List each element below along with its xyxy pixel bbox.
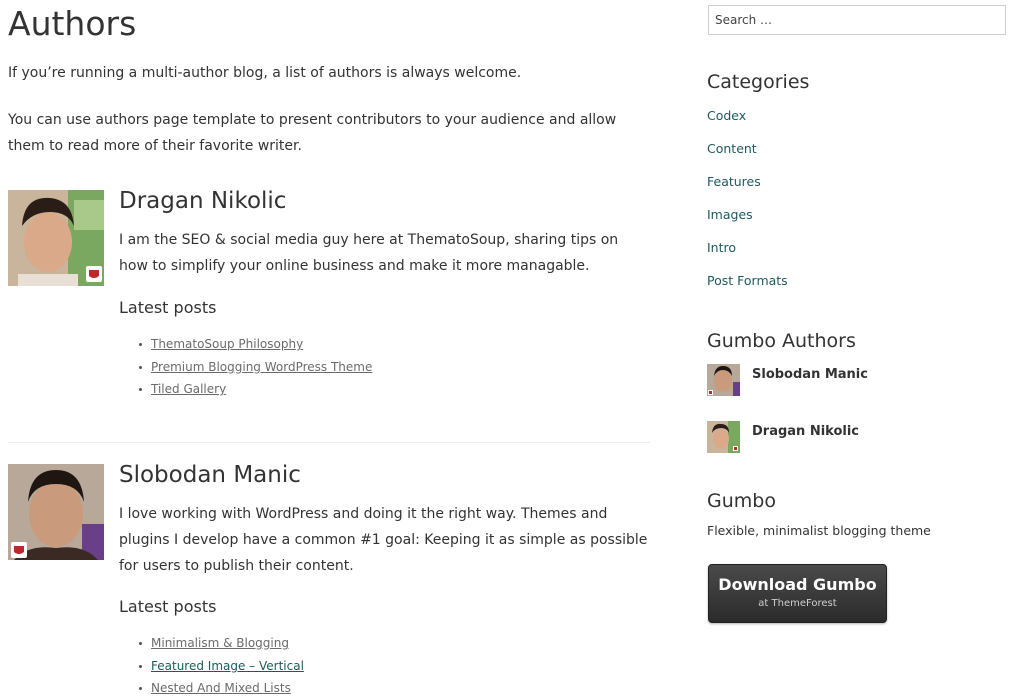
avatar-photo <box>8 464 104 560</box>
list-item <box>707 272 788 305</box>
authors-widget-title: Gumbo Authors <box>707 330 856 352</box>
list-item <box>707 206 788 239</box>
category-link-features[interactable]: Features <box>707 174 761 189</box>
sidebar-author-name: Slobodan Manic <box>752 367 868 382</box>
avatar <box>707 421 740 453</box>
author-avatar[interactable] <box>8 464 104 560</box>
avatar-photo <box>707 364 740 396</box>
post-link[interactable]: Premium Blogging WordPress Theme <box>151 359 373 374</box>
list-item <box>119 677 304 700</box>
author-name[interactable]: Slobodan Manic <box>119 462 301 488</box>
sidebar-author-dragan[interactable] <box>707 421 1007 455</box>
list-item <box>119 655 304 678</box>
latest-posts-heading: Latest posts <box>119 597 217 616</box>
sidebar-author-slobodan[interactable] <box>707 364 1007 398</box>
category-link-content[interactable]: Content <box>707 141 757 156</box>
download-button-sublabel: at ThemeForest <box>758 598 837 609</box>
list-item <box>707 107 788 140</box>
intro-paragraph: You can use authors page template to present contributors to your audience and allow them to read more of their favorite writer. <box>8 112 617 154</box>
post-link[interactable]: Featured Image – Vertical <box>151 658 304 673</box>
gumbo-description: Flexible, minimalist blogging theme <box>707 523 931 538</box>
latest-posts-heading: Latest posts <box>119 298 217 317</box>
list-item <box>707 239 788 272</box>
post-link[interactable]: Nested And Mixed Lists <box>151 681 291 696</box>
search-input[interactable] <box>708 5 1006 35</box>
list-item <box>119 632 304 655</box>
author-avatar[interactable] <box>8 190 104 286</box>
list-item <box>707 140 788 173</box>
post-link[interactable]: Minimalism & Blogging <box>151 636 289 650</box>
category-link-images[interactable]: Images <box>707 207 753 222</box>
gumbo-widget-title: Gumbo <box>707 490 776 512</box>
list-item <box>119 333 372 356</box>
download-button-label: Download Gumbo <box>718 575 877 594</box>
sidebar-author-name: Dragan Nikolic <box>752 424 860 439</box>
latest-posts-list <box>119 333 372 401</box>
avatar-photo <box>707 421 740 453</box>
list-item <box>119 378 372 401</box>
avatar <box>707 364 740 396</box>
category-link-post-formats[interactable]: Post Formats <box>707 273 788 288</box>
download-gumbo-button[interactable] <box>708 564 887 623</box>
author-bio: I love working with WordPress and doing it the right way. Themes and plugins I develop have a common #1 goal: Keeping it as simple as possible for users to publish their content. <box>119 506 648 574</box>
category-link-codex[interactable]: Codex <box>707 108 747 123</box>
category-link-intro[interactable]: Intro <box>707 240 737 255</box>
list-item <box>119 356 372 379</box>
author-name[interactable]: Dragan Nikolic <box>119 188 287 214</box>
divider <box>8 442 650 443</box>
categories-title: Categories <box>707 71 810 93</box>
post-link[interactable]: Tiled Gallery <box>151 382 227 397</box>
avatar-photo <box>8 190 104 286</box>
categories-list <box>707 107 788 305</box>
latest-posts-list <box>119 632 304 700</box>
post-link[interactable]: ThematoSoup Philosophy <box>151 337 304 351</box>
author-bio: I am the SEO & social media guy here at ThematoSoup, sharing tips on how to simplify your online business and make it more managable. <box>119 232 619 274</box>
list-item <box>707 173 788 206</box>
page-title: Authors <box>8 4 137 43</box>
intro-paragraph: If you’re running a multi-author blog, a list of authors is always welcome. <box>8 65 522 81</box>
